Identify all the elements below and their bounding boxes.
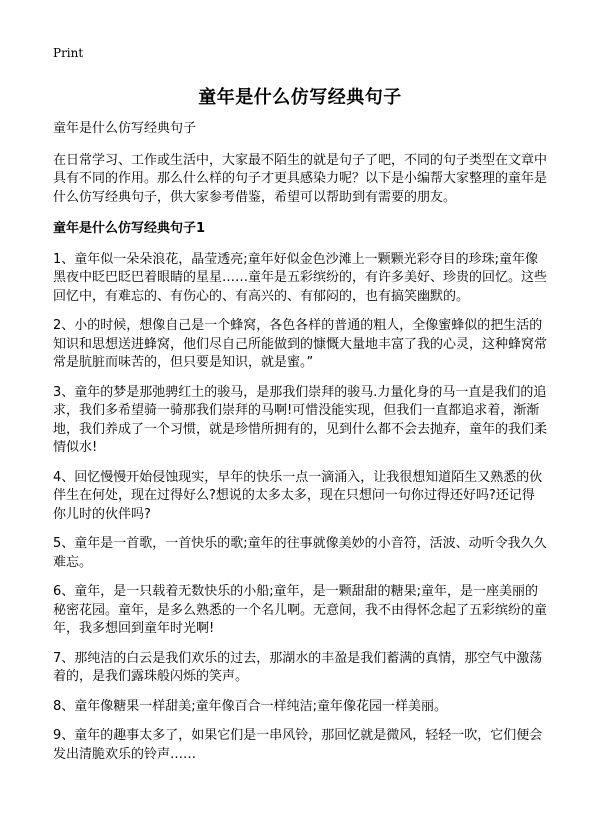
print-link[interactable]: Print xyxy=(53,46,84,60)
article-body xyxy=(53,120,547,764)
intro-paragraph: 在日常学习、工作或生活中，大家最不陌生的就是句子了吧，不同的句子类型在文章中具有不同的作用。那么什么样的句子才更具感染力呢？以下是小编帮大家整理的童年是什么仿写经典句子，供大家参考借鉴，希望可以帮助到有需要的朋友。 xyxy=(53,152,548,205)
sentence-paragraph-6: 6、童年，是一只载着无数快乐的小船;童年，是一颗甜甜的糖果;童年，是一座美丽的秘密花园。童年，是多么熟悉的一个名儿啊。无意间，我不由得怀念起了五彩缤纷的童年，我多想回到童年时光啊! xyxy=(53,584,548,636)
section-heading: 童年是什么仿写经典句子1 xyxy=(53,221,206,236)
sentence-paragraph-9: 9、童年的趣事太多了，如果它们是一串风铃，那回忆就是微风，轻轻一吹，它们便会发出清脆欢乐的铃声…… xyxy=(53,728,543,762)
sentence-paragraph-7: 7、那纯洁的白云是我们欢乐的过去，那湖水的丰盈是我们蓄满的真情，那空气中激荡着的，是我们露珠般闪烁的笑声。 xyxy=(53,650,543,684)
page-title: 童年是什么仿写经典句子 xyxy=(198,87,402,108)
article-subtitle: 童年是什么仿写经典句子 xyxy=(53,121,197,136)
sentence-paragraph-4: 4、回忆慢慢开始侵蚀现实，早年的快乐一点一滴涌入，让我很想知道陌生又熟悉的伙伴生在何处，现在过得好么?想说的太多太多，现在只想问一句你过得还好吗?还记得你儿时的伙伴吗? xyxy=(53,469,543,522)
sentence-paragraph-8: 8、童年像糖果一样甜美;童年像百合一样纯洁;童年像花园一样美丽。 xyxy=(53,698,448,714)
sentence-paragraph-2: 2、小的时候，想像自己是一个蜂窝，各色各样的普通的粗人，全像蜜蜂似的把生活的知识和思想送进蜂窝，他们尽自己所能做到的慷慨大量地丰富了我的心灵，这种蜂窝常常是肮脏而味苦的，但只要是知识，就是蜜。” xyxy=(53,318,548,370)
sentence-paragraph-5: 5、童年是一首歌，一首快乐的歌;童年的往事就像美妙的小音符，活波、动听令我久久难忘。 xyxy=(53,536,547,570)
sentence-paragraph-3: 3、童年的梦是那弛骋红土的骏马，是那我们崇拜的骏马.力量化身的马一直是我们的追求，我们多希望骑一骑那我们崇拜的马啊!可惜没能实现，但我们一直都追求着，渐渐地，我们养成了一个习惯，就是珍惜所拥有的，见到什么都不会去抛弃，童年的我们柔情似水! xyxy=(53,384,548,455)
sentence-paragraph-1: 1、童年似一朵朵浪花，晶莹透亮;童年好似金色沙滩上一颗颗光彩夺目的珍珠;童年像黑夜中眨巴眨巴着眼睛的星星……童年是五彩缤纷的，有许多美好、珍贵的回忆。这些回忆中，有难忘的、有伤心的、有高兴的、有郁闷的，也有搞笑幽默的。 xyxy=(53,251,548,304)
